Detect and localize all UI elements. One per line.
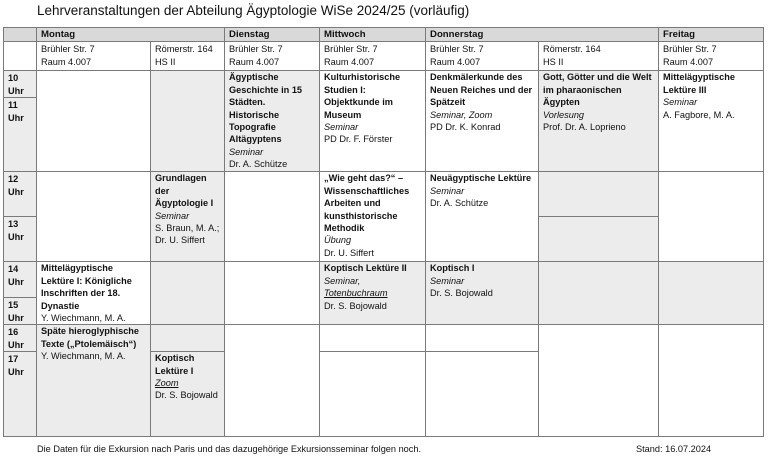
- location-fr: Brühler Str. 7 Raum 4.007: [659, 42, 764, 71]
- location-mo-a: Brühler Str. 7 Raum 4.007: [37, 42, 151, 71]
- page-title: Lehrveranstaltungen der Abteilung Ägyptologie WiSe 2024/25 (vorläufig): [37, 3, 470, 18]
- course-mi-wie: „Wie geht das?“ – Wissenschaftliches Arbeiten und kunsthistorische Methodik Übung Dr. U. Siffert: [320, 172, 426, 262]
- location-mi: Brühler Str. 7 Raum 4.007: [320, 42, 426, 71]
- time-15: 15 Uhr: [4, 298, 37, 325]
- slot-mo-b-16: [151, 325, 225, 352]
- course-mi-kultur: Kulturhistorische Studien I: Objektkunde im Museum Seminar PD Dr. F. Förster: [320, 71, 426, 172]
- slot-fr-12: [659, 172, 764, 262]
- course-do-neuaeg: Neuägyptische Lektüre Seminar Dr. A. Schütze: [426, 172, 539, 262]
- location-mo-b: Römerstr. 164 HS II: [151, 42, 225, 71]
- course-mi-koptisch2: Koptisch Lektüre II Seminar, Totenbuchraum Dr. S. Bojowald: [320, 262, 426, 325]
- day-header-donnerstag: Donnerstag: [426, 28, 659, 42]
- slot-di-14: [225, 262, 320, 325]
- course-do-goetter: Gott, Götter und die Welt im pharaonischen Ägypten Vorlesung Prof. Dr. A. Loprieno: [539, 71, 659, 172]
- course-fr-lektuere: Mittelägyptische Lektüre III Seminar A. Fagbore, M. A.: [659, 71, 764, 172]
- slot-mo-b-14: [151, 262, 225, 325]
- slot-do-b-16: [539, 325, 659, 437]
- time-16: 16 Uhr: [4, 325, 37, 352]
- slot-mi-16: [320, 325, 426, 352]
- day-header-freitag: Freitag: [659, 28, 764, 42]
- slot-di-12: [225, 172, 320, 262]
- time-12: 12 Uhr: [4, 172, 37, 217]
- course-mo-grundlagen: Grundlagen der Ägyptologie I Seminar S. Braun, M. A.; Dr. U. Siffert: [151, 172, 225, 262]
- footer-note: Die Daten für die Exkursion nach Paris und das dazugehörige Exkursionsseminar folgen noch.: [37, 444, 422, 454]
- course-do-denkmaeler: Denkmälerkunde des Neuen Reiches und der Spätzeit Seminar, Zoom PD Dr. K. Konrad: [426, 71, 539, 172]
- course-mo-koptisch1: Koptisch Lektüre I Zoom Dr. S. Bojowald: [151, 352, 225, 437]
- slot-fr-16: [659, 325, 764, 437]
- course-di-geschichte: Ägyptische Geschichte in 15 Städten. Historische Topografie Altägyptens Seminar Dr. A. Schütze: [225, 71, 320, 172]
- slot-do-b-14: [539, 262, 659, 325]
- slot-fr-14: [659, 262, 764, 325]
- day-header-dienstag: Dienstag: [225, 28, 320, 42]
- slot-do-b-13: [539, 217, 659, 262]
- slot-mo-a-10: [37, 71, 151, 172]
- time-13: 13 Uhr: [4, 217, 37, 262]
- slot-di-16: [225, 325, 320, 437]
- time-14: 14 Uhr: [4, 262, 37, 298]
- slot-mo-a-12: [37, 172, 151, 262]
- location-di: Brühler Str. 7 Raum 4.007: [225, 42, 320, 71]
- location-row: [4, 42, 764, 71]
- course-do-koptisch1: Koptisch I Seminar Dr. S. Bojowald: [426, 262, 539, 325]
- day-header-mittwoch: Mittwoch: [320, 28, 426, 42]
- slot-do-b-12: [539, 172, 659, 217]
- footer-stand: Stand: 16.07.2024: [636, 444, 712, 454]
- course-mo-mittel: Mittelägyptische Lektüre I: Königliche Inschriften der 18. Dynastie Y. Wiechmann, M. A.: [37, 262, 151, 325]
- day-header-montag: Montag: [37, 28, 225, 42]
- location-do-b: Römerstr. 164 HS II: [539, 42, 659, 71]
- time-17: 17 Uhr: [4, 352, 37, 437]
- slot-do-a-17: [426, 352, 539, 437]
- slot-mo-b-10: [151, 71, 225, 172]
- time-11: 11 Uhr: [4, 98, 37, 172]
- slot-do-a-16: [426, 325, 539, 352]
- corner-cell: [4, 28, 37, 42]
- location-corner: [4, 42, 37, 71]
- schedule-table: [3, 27, 764, 437]
- location-do-a: Brühler Str. 7 Raum 4.007: [426, 42, 539, 71]
- time-10: 10 Uhr: [4, 71, 37, 98]
- day-header-row: [4, 28, 764, 42]
- course-mo-spaete: Späte hieroglyphische Texte („Ptolemäisch“) Y. Wiechmann, M. A.: [37, 325, 151, 437]
- slot-mi-17: [320, 352, 426, 437]
